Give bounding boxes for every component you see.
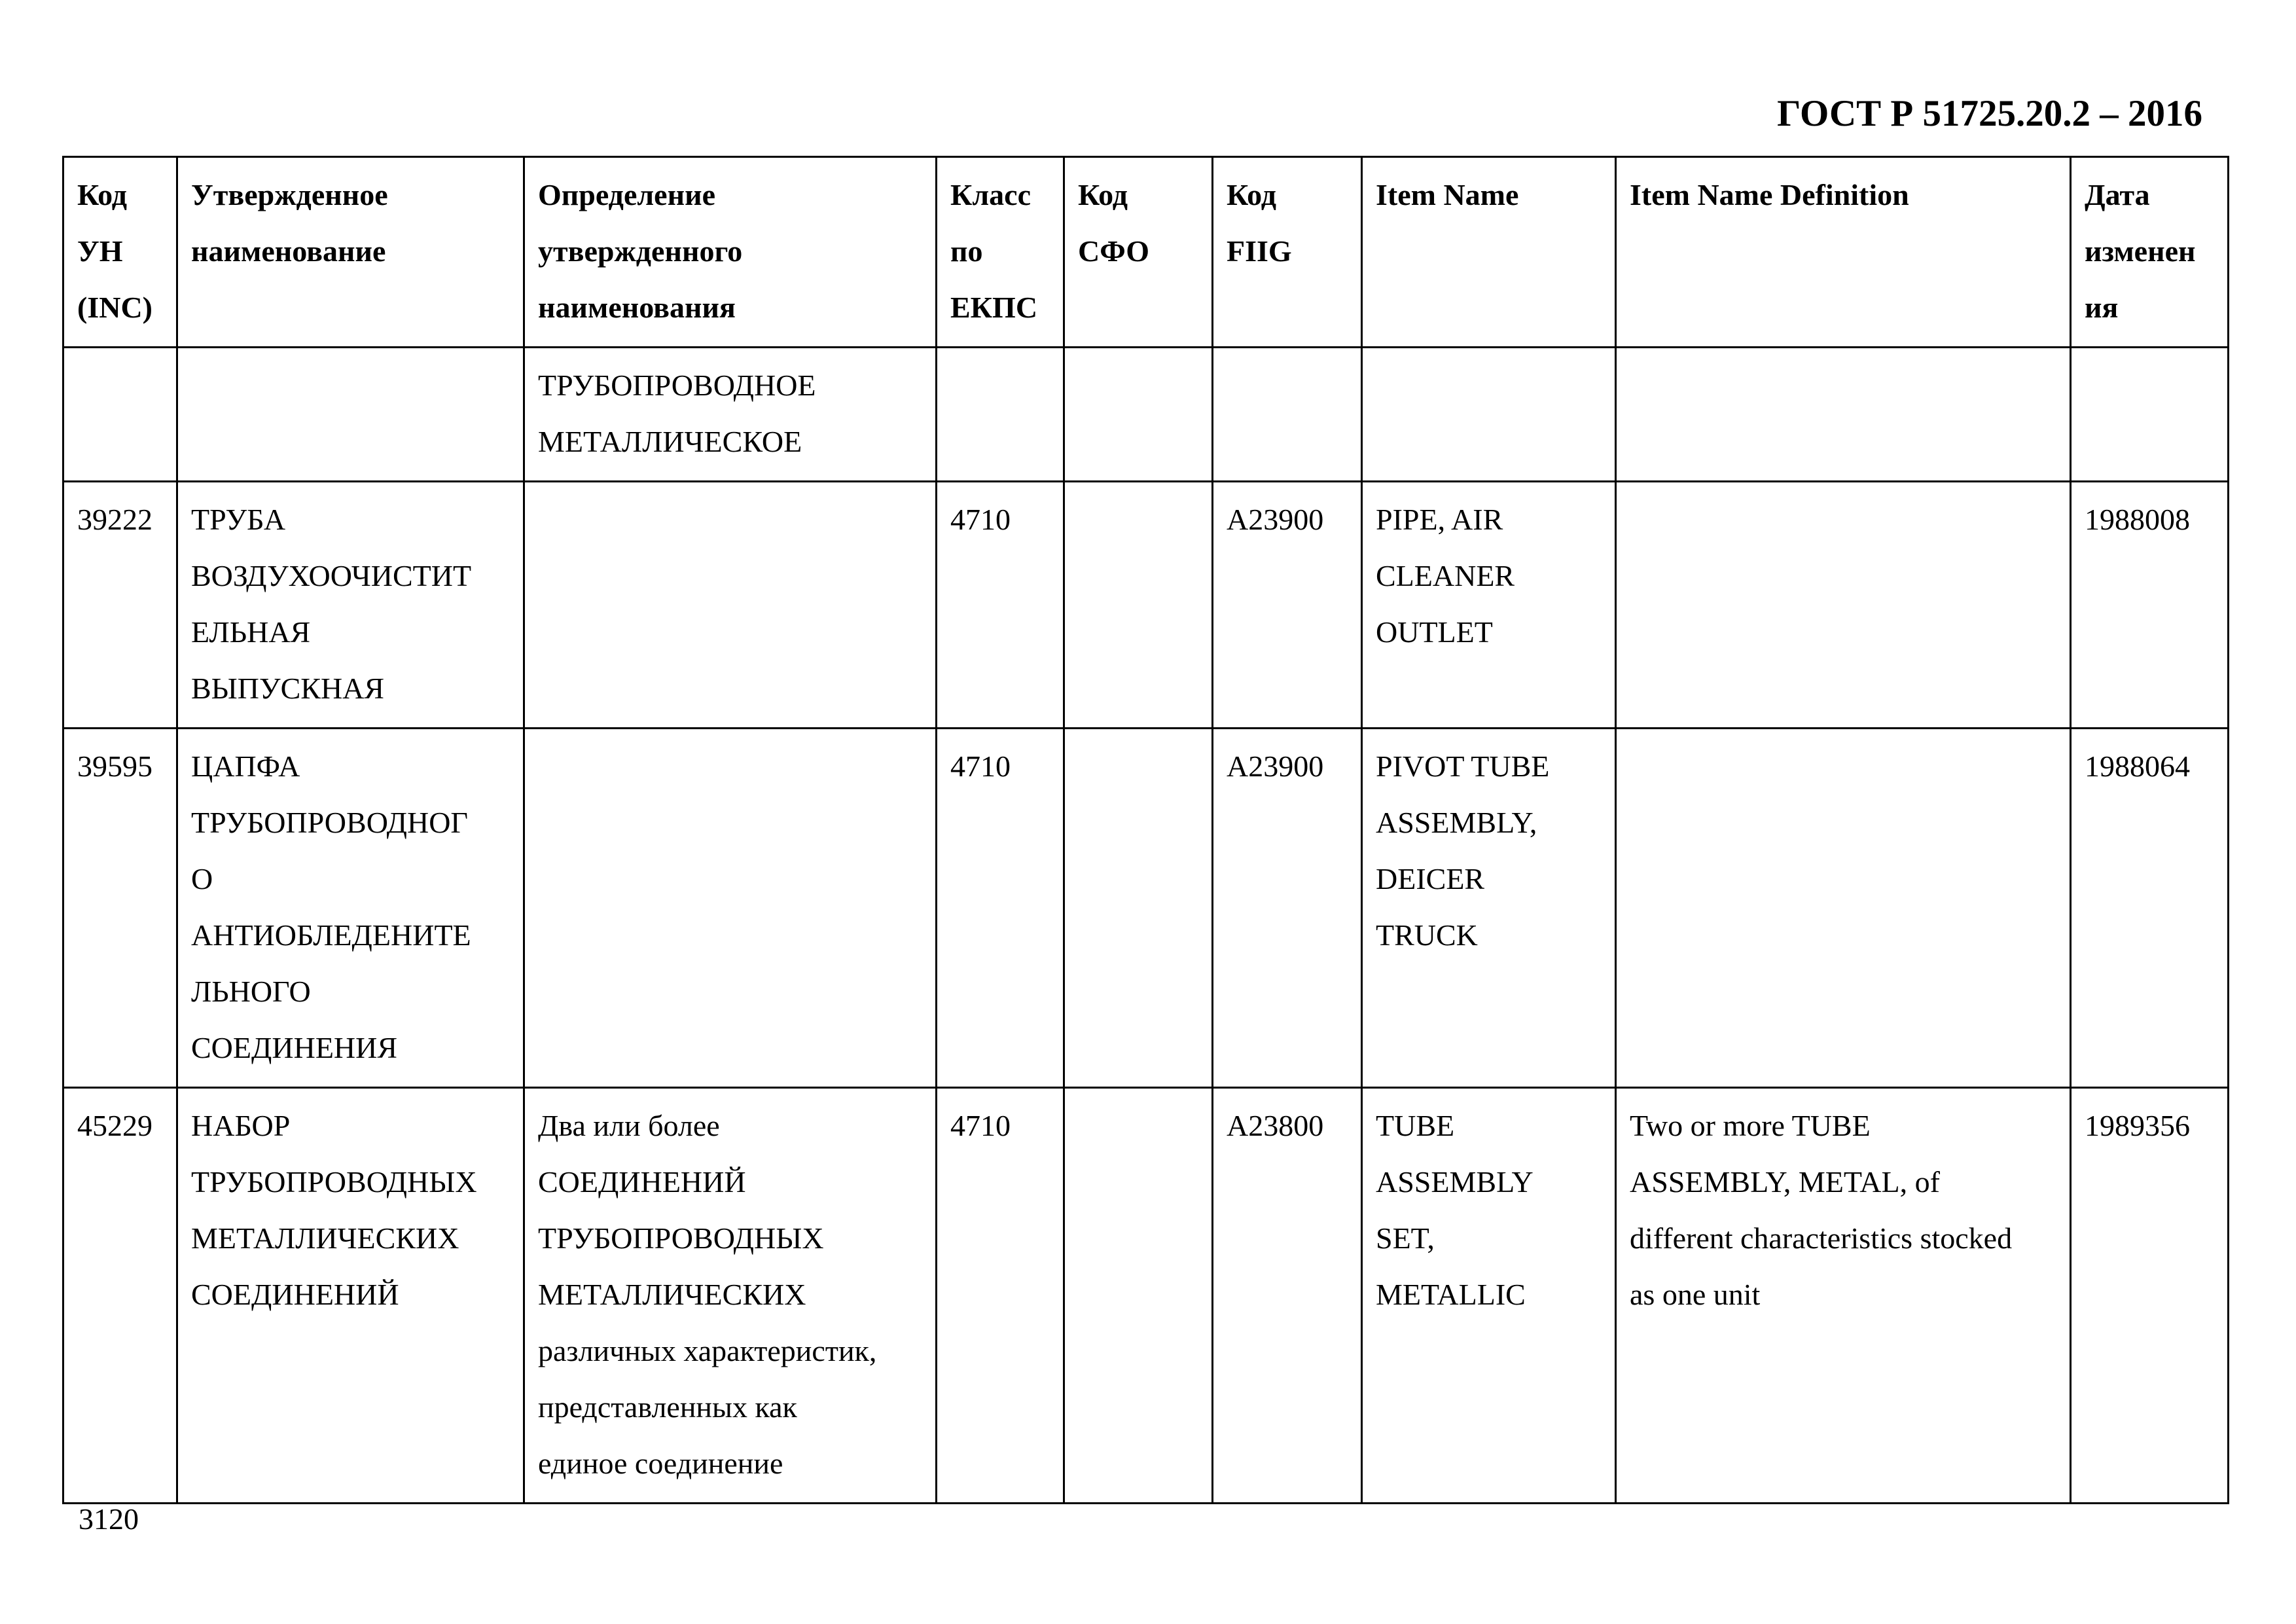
cell-item-name: TUBE ASSEMBLY SET, METALLIC <box>1362 1088 1616 1504</box>
table-row <box>63 482 2229 729</box>
cell-inc <box>63 348 177 482</box>
cell-approved-name: ЦАПФА ТРУБОПРОВОДНОГ О АНТИОБЛЕДЕНИТЕ ЛЬНОГО СОЕДИНЕНИЯ <box>177 729 524 1088</box>
cell-name-definition: ТРУБОПРОВОДНОЕ МЕТАЛЛИЧЕСКОЕ <box>524 348 937 482</box>
col-header-fiig-code: Код FIIG <box>1213 157 1362 348</box>
cell-fiig-code: A23900 <box>1213 729 1362 1088</box>
col-header-item-name-definition: Item Name Definition <box>1616 157 2071 348</box>
cell-ekps-class <box>937 348 1064 482</box>
cell-item-name <box>1362 348 1616 482</box>
cell-item-name-definition <box>1616 729 2071 1088</box>
col-header-item-name: Item Name <box>1362 157 1616 348</box>
header-row <box>63 157 2229 348</box>
col-header-ekps-class: Класс по ЕКПС <box>937 157 1064 348</box>
table-row <box>63 729 2229 1088</box>
col-header-inc: Код УН (INC) <box>63 157 177 348</box>
cell-ekps-class: 4710 <box>937 1088 1064 1504</box>
cell-ekps-class: 4710 <box>937 729 1064 1088</box>
table-row <box>63 348 2229 482</box>
cell-inc: 39222 <box>63 482 177 729</box>
cell-inc: 39595 <box>63 729 177 1088</box>
cell-change-date <box>2071 348 2229 482</box>
cell-item-name: PIVOT TUBE ASSEMBLY, DEICER TRUCK <box>1362 729 1616 1088</box>
col-header-sfo-code: Код СФО <box>1064 157 1213 348</box>
col-header-name-definition: Определение утвержденного наименования <box>524 157 937 348</box>
cell-sfo-code <box>1064 1088 1213 1504</box>
cell-approved-name: ТРУБА ВОЗДУХООЧИСТИТ ЕЛЬНАЯ ВЫПУСКНАЯ <box>177 482 524 729</box>
document-standard-title: ГОСТ Р 51725.20.2 – 2016 <box>1777 93 2202 134</box>
cell-inc: 45229 <box>63 1088 177 1504</box>
cell-change-date: 1989356 <box>2071 1088 2229 1504</box>
cell-fiig-code: A23800 <box>1213 1088 1362 1504</box>
cell-sfo-code <box>1064 348 1213 482</box>
cell-change-date: 1988064 <box>2071 729 2229 1088</box>
page-number: 3120 <box>79 1502 139 1536</box>
col-header-approved-name: Утвержденное наименование <box>177 157 524 348</box>
catalog-table <box>62 156 2229 1504</box>
cell-item-name: PIPE, AIR CLEANER OUTLET <box>1362 482 1616 729</box>
cell-item-name-definition: Two or more TUBE ASSEMBLY, METAL, of different characteristics stocked as one unit <box>1616 1088 2071 1504</box>
col-header-change-date: Дата изменен ия <box>2071 157 2229 348</box>
cell-fiig-code: A23900 <box>1213 482 1362 729</box>
cell-approved-name: НАБОР ТРУБОПРОВОДНЫХ МЕТАЛЛИЧЕСКИХ СОЕДИНЕНИЙ <box>177 1088 524 1504</box>
cell-ekps-class: 4710 <box>937 482 1064 729</box>
cell-change-date: 1988008 <box>2071 482 2229 729</box>
cell-sfo-code <box>1064 729 1213 1088</box>
cell-fiig-code <box>1213 348 1362 482</box>
cell-sfo-code <box>1064 482 1213 729</box>
table-row <box>63 1088 2229 1504</box>
cell-approved-name <box>177 348 524 482</box>
cell-name-definition <box>524 729 937 1088</box>
cell-item-name-definition <box>1616 482 2071 729</box>
table-header <box>63 157 2229 348</box>
cell-item-name-definition <box>1616 348 2071 482</box>
cell-name-definition: Два или более СОЕДИНЕНИЙ ТРУБОПРОВОДНЫХ МЕТАЛЛИЧЕСКИХ различных характеристик, представленных как единое соединение <box>524 1088 937 1504</box>
table-body <box>63 348 2229 1504</box>
cell-name-definition <box>524 482 937 729</box>
